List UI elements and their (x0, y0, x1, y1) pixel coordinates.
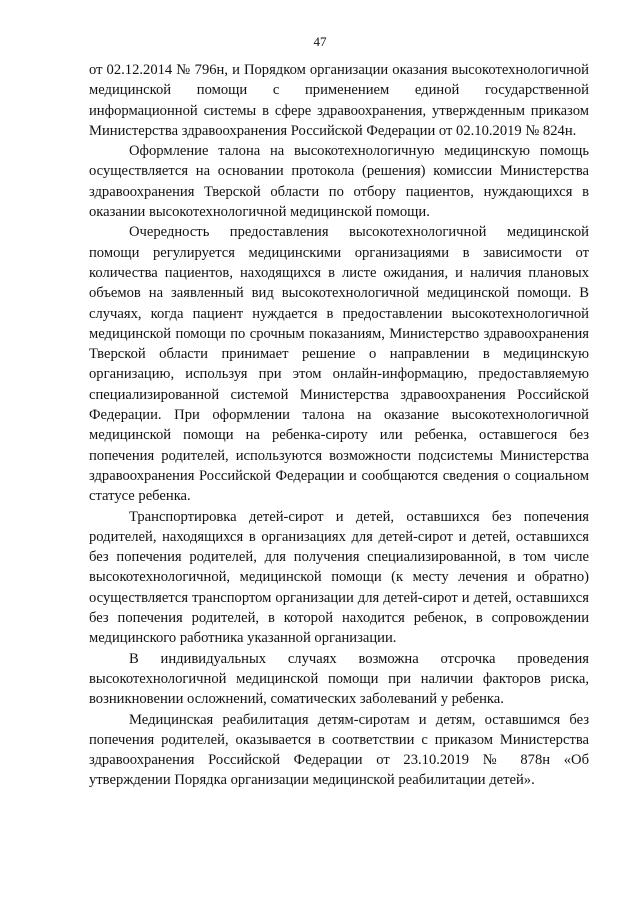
paragraph-queue-priority: Очередность предоставления высокотехнологичной медицинской помощи регулируется медицинскими организациями в зависимости от количества пациентов, находящихся в листе ожидания, и наличия плановых объемов на заявленный вид высокотехнологичной медицинской помощи. В случаях, когда пациент нуждается в предоставлении высокотехнологичной медицинской помощи по срочным показаниям, Министерство здравоохранения Тверской области принимает решение о направлении в медицинскую организацию, используя при этом онлайн-информацию, предоставляемую специализированной системой Министерства здравоохранения Российской Федерации. При оформлении талона на оказание высокотехнологичной медицинской помощи на ребенка-сироту или ребенка, оставшегося без попечения родителей, используются возможности подсистемы Министерства здравоохранения Российской Федерации и сообщаются сведения о социальном статусе ребенка. (89, 224, 589, 505)
document-body (89, 60, 589, 791)
paragraph-order-reference: от 02.12.2014 № 796н, и Порядком организации оказания высокотехнологичной медицинской помощи с применением единой государственной информационной системы в сфере здравоохранения, утвержденным приказом Министерства здравоохранения Российской Федерации от 02.10.2019 № 824н. (89, 62, 589, 139)
paragraph-rehabilitation: Медицинская реабилитация детям-сиротам и детям, оставшимся без попечения родителей, оказывается в соответствии с приказом Министерства здравоохранения Российской Федерации от 23.10.2019 № 878н «Об утверждении Порядка организации медицинской реабилитации детей». (89, 711, 589, 789)
paragraph-talon-registration: Оформление талона на высокотехнологичную медицинскую помощь осуществляется на основании протокола (решения) комиссии Министерства здравоохранения Тверской области по отбору пациентов, нуждающихся в оказании высокотехнологичной медицинской помощи. (89, 143, 589, 221)
paragraph-transportation: Транспортировка детей-сирот и детей, оставшихся без попечения родителей, находящихся в организациях для детей-сирот и детей, оставшихся без попечения родителей, для получения специализированной, в том числе высокотехнологичной, медицинской помощи (к месту лечения и обратно) осуществляется транспортом организации для детей-сирот и детей, оставшихся без попечения родителей, в которой находится ребенок, в сопровождении медицинского работника указанной организации. (89, 508, 589, 647)
paragraph-postponement: В индивидуальных случаях возможна отсрочка проведения высокотехнологичной медицинской помощи при наличии факторов риска, возникновении осложнений, соматических заболеваний у ребенка. (89, 650, 589, 708)
page-number: 47 (313, 34, 327, 49)
